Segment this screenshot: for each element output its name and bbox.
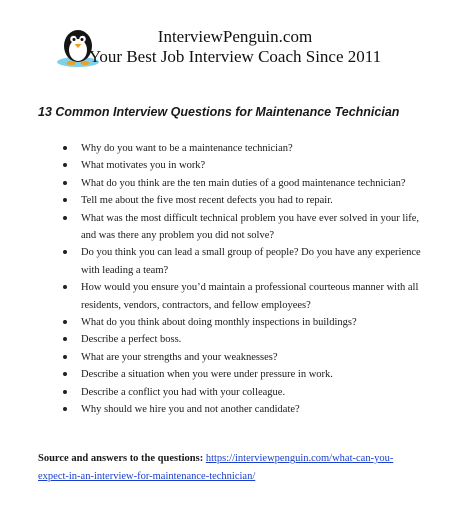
question-list xyxy=(62,140,422,419)
list-item: What motivates you in work? xyxy=(62,157,422,174)
source-label: Source and answers to the questions: xyxy=(38,453,204,464)
list-item: What do you think are the ten main duties of a good maintenance technician? xyxy=(62,175,422,192)
list-item: Why do you want to be a maintenance technician? xyxy=(62,140,422,157)
list-item: What are your strengths and your weaknesses? xyxy=(62,349,422,366)
page-header xyxy=(0,0,470,80)
list-item: Tell me about the five most recent defects you had to repair. xyxy=(62,192,422,209)
list-item: Describe a situation when you were under pressure in work. xyxy=(62,366,422,383)
source-line xyxy=(38,450,418,486)
list-item: What do you think about doing monthly inspections in buildings? xyxy=(62,314,422,331)
list-item: Describe a perfect boss. xyxy=(62,331,422,348)
source-link[interactable]: https://interviewpenguin.com/what-can-you-expect-in-an-interview-for-maintenance-technician/ xyxy=(38,453,394,482)
site-tagline: Your Best Job Interview Coach Since 2011 xyxy=(88,47,382,66)
site-name: InterviewPenguin.com xyxy=(157,27,313,46)
list-item: Do you think you can lead a small group of people? Do you have any experience with leading a team? xyxy=(62,244,422,279)
document-title: 13 Common Interview Questions for Maintenance Technician xyxy=(38,105,400,119)
list-item: How would you ensure you’d maintain a professional courteous manner with all residents, vendors, contractors, and fellow employees? xyxy=(62,279,422,314)
list-item: What was the most difficult technical problem you have ever solved in your life, and was there any problem you did not solve? xyxy=(62,210,422,245)
list-item: Why should we hire you and not another candidate? xyxy=(62,401,422,418)
list-item: Describe a conflict you had with your colleague. xyxy=(62,384,422,401)
